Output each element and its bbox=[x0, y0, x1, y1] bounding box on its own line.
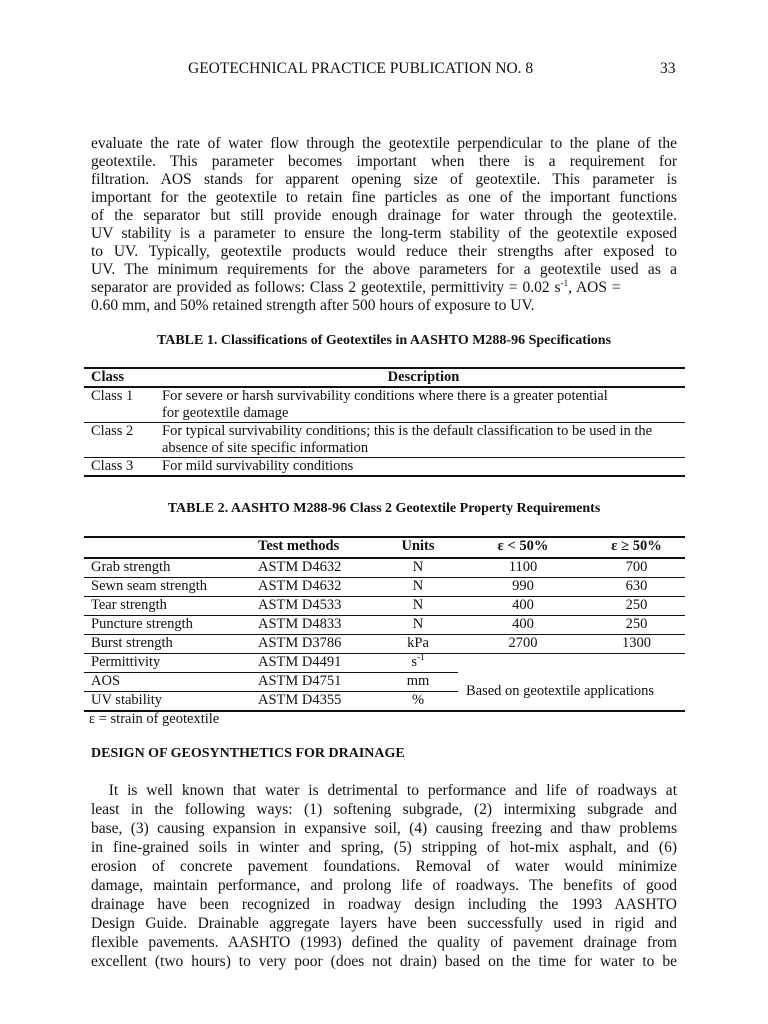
method-cell: ASTM D4833 bbox=[251, 616, 378, 635]
value-cell: 400 bbox=[458, 616, 588, 635]
column-header: ε < 50% bbox=[458, 537, 588, 558]
units-cell: N bbox=[378, 616, 458, 635]
value-cell: 250 bbox=[588, 616, 685, 635]
property-cell: Puncture strength bbox=[84, 616, 251, 635]
units-cell: % bbox=[378, 692, 458, 712]
method-cell: ASTM D4533 bbox=[251, 597, 378, 616]
table-row bbox=[84, 654, 685, 673]
property-cell: Burst strength bbox=[84, 635, 251, 654]
running-header-title: GEOTECHNICAL PRACTICE PUBLICATION NO. 8 bbox=[188, 60, 534, 77]
units-cell: mm bbox=[378, 673, 458, 692]
value-cell: 2700 bbox=[458, 635, 588, 654]
table-row bbox=[84, 578, 685, 597]
table2-caption: TABLE 2. AASHTO M288-96 Class 2 Geotextile Property Requirements bbox=[167, 501, 601, 516]
table-row bbox=[84, 616, 685, 635]
property-cell: Tear strength bbox=[84, 597, 251, 616]
class-cell: Class 2 bbox=[84, 423, 155, 458]
property-cell: Sewn seam strength bbox=[84, 578, 251, 597]
text-line: evaluate the rate of water flow through the geotextile perpendicular to the plane of the bbox=[91, 135, 677, 152]
column-header bbox=[84, 537, 251, 558]
text-line: damage, maintain performance, and prolong life of roadways. The benefits of good bbox=[91, 877, 677, 894]
table-row bbox=[84, 635, 685, 654]
class-cell: Class 1 bbox=[91, 388, 134, 404]
property-cell: UV stability bbox=[84, 692, 251, 712]
table-row bbox=[84, 458, 685, 477]
description-cell: For mild survivability conditions bbox=[155, 458, 685, 477]
method-cell: ASTM D4632 bbox=[258, 559, 342, 575]
table1 bbox=[84, 367, 685, 477]
text-line: of the separator but still provide enough drainage for water through the geotextile. bbox=[91, 207, 677, 224]
value-cell: 250 bbox=[588, 597, 685, 616]
text-line: base, (3) causing expansion in expansive soil, (4) causing freezing and thaw problems bbox=[91, 820, 677, 837]
text-line: 0.60 mm, and 50% retained strength after 500 hours of exposure to UV. bbox=[91, 297, 535, 314]
method-cell: ASTM D3786 bbox=[251, 635, 378, 654]
value-cell: 630 bbox=[588, 578, 685, 597]
text-line: least in the following ways: (1) softening subgrade, (2) intermixing subgrade and bbox=[91, 801, 677, 818]
value-cell: 990 bbox=[458, 578, 588, 597]
table-row bbox=[84, 387, 685, 423]
text: separator are provided as follows: Class 2 geotextile, permittivity = 0.02 s bbox=[91, 279, 561, 296]
text-line: in fine-grained soils in winter and spring, (5) stripping of hot-mix asphalt, and (6) bbox=[91, 839, 677, 856]
column-header: Units bbox=[378, 537, 458, 558]
text-line: excellent (two hours) to very poor (does not drain) based on the time for water to be bbox=[91, 953, 677, 970]
superscript: -1 bbox=[560, 277, 569, 288]
method-cell: ASTM D4632 bbox=[251, 578, 378, 597]
units-cell: kPa bbox=[378, 635, 458, 654]
units-cell: N bbox=[378, 597, 458, 616]
units-cell: N bbox=[378, 578, 458, 597]
superscript: -1 bbox=[417, 652, 425, 663]
text-line: drainage have been recognized in roadway design including the 1993 AASHTO bbox=[91, 896, 677, 913]
text-line: UV stability is a parameter to ensure the long-term stability of the geotextile exposed bbox=[91, 225, 677, 242]
column-header: Class bbox=[84, 368, 155, 387]
table-row bbox=[84, 423, 685, 458]
text-line: important for the geotextile to retain fine particles as one of the important functions bbox=[91, 189, 677, 206]
value-cell: 400 bbox=[458, 597, 588, 616]
class-cell: Class 3 bbox=[84, 458, 155, 477]
text-line: Design Guide. Drainable aggregate layers have been successfully used in rigid and bbox=[91, 915, 677, 932]
table2 bbox=[84, 536, 685, 712]
text-line: erosion of concrete pavement foundations. Removal of water would minimize bbox=[91, 858, 677, 875]
property-cell: AOS bbox=[84, 673, 251, 692]
table-row bbox=[84, 597, 685, 616]
value-cell: 1300 bbox=[588, 635, 685, 654]
text-line: flexible pavements. AASHTO (1993) defined the quality of pavement drainage from bbox=[91, 934, 677, 951]
text-line bbox=[91, 279, 677, 297]
column-header: ε ≥ 50% bbox=[588, 537, 685, 558]
page-number: 33 bbox=[660, 60, 676, 77]
method-cell: ASTM D4355 bbox=[251, 692, 378, 712]
value-cell: 700 bbox=[625, 559, 648, 575]
description-cell: For typical survivability conditions; this is the default classification to be used in the absence of site specific information bbox=[155, 423, 685, 458]
text-line: geotextile. This parameter becomes important when there is a requirement for bbox=[91, 153, 677, 170]
section-heading: DESIGN OF GEOSYNTHETICS FOR DRAINAGE bbox=[91, 746, 405, 761]
merged-note-cell: Based on geotextile applications bbox=[458, 654, 685, 712]
units-cell bbox=[378, 654, 458, 673]
table2-footnote: ε = strain of geotextile bbox=[89, 711, 220, 727]
text-line: to UV. Typically, geotextile products would reduce their strengths after exposed to bbox=[91, 243, 677, 260]
text-line: UV. The minimum requirements for the above parameters for a geotextile used as a bbox=[91, 261, 677, 278]
method-cell: ASTM D4491 bbox=[251, 654, 378, 673]
method-cell: ASTM D4751 bbox=[251, 673, 378, 692]
text: , AOS = bbox=[568, 279, 621, 296]
units-cell: N bbox=[412, 559, 424, 575]
value-cell: 1100 bbox=[508, 559, 538, 575]
table1-caption: TABLE 1. Classifications of Geotextiles in AASHTO M288-96 Specifications bbox=[156, 333, 612, 348]
column-header: Test methods bbox=[251, 537, 378, 558]
table-row bbox=[84, 558, 685, 578]
text-line: It is well known that water is detrimental to performance and life of roadways at bbox=[91, 782, 677, 799]
column-header: Description bbox=[155, 368, 685, 387]
property-cell: Grab strength bbox=[91, 559, 171, 575]
description-cell: For severe or harsh survivability conditions where there is a greater potential for geotextile damage bbox=[162, 388, 608, 421]
property-cell: Permittivity bbox=[84, 654, 251, 673]
text-line: filtration. AOS stands for apparent opening size of geotextile. This parameter is bbox=[91, 171, 677, 188]
units-text: s bbox=[411, 654, 418, 670]
